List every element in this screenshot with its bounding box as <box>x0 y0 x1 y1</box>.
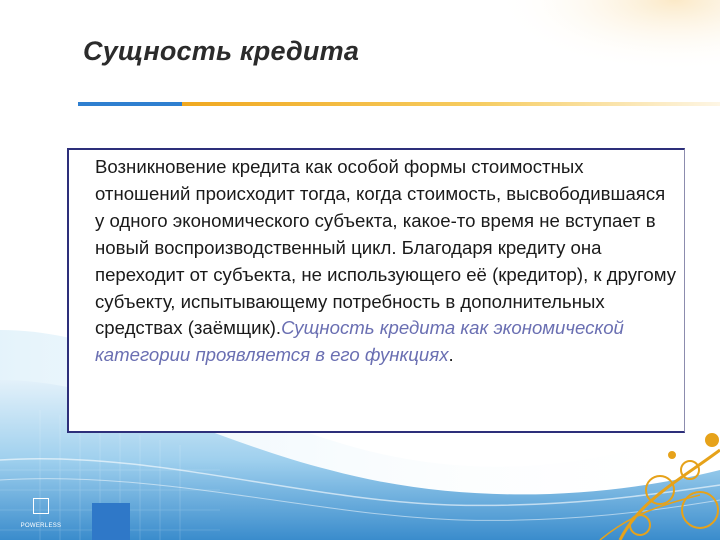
content-paragraph <box>95 154 677 369</box>
content-plain-text: Возникновение кредита как особой формы стоимостных отношений происходит тогда, когда стоимость, высвободившаяся у одного экономического субъекта, какое-то время не вступает в новый воспроизводственный цикл. Благодаря кредиту она переходит от субъекта, не использующего её (кредитор), к другому субъекту, испытывающему потребность в дополнительных средствах (заёмщик). <box>95 156 676 339</box>
underline-blue-segment <box>78 102 182 106</box>
logo-icon <box>33 498 49 514</box>
decorative-square <box>92 503 130 540</box>
title-underline <box>78 102 720 106</box>
logo-caption: POWERLESS <box>20 523 62 529</box>
content-emphasis-text: Сущность кредита как экономической категории проявляется в его функциях <box>95 317 624 366</box>
page-title: Сущность кредита <box>83 36 360 66</box>
underline-orange-segment <box>182 102 720 106</box>
logo <box>18 494 64 534</box>
content-end-punctuation: . <box>448 344 454 366</box>
